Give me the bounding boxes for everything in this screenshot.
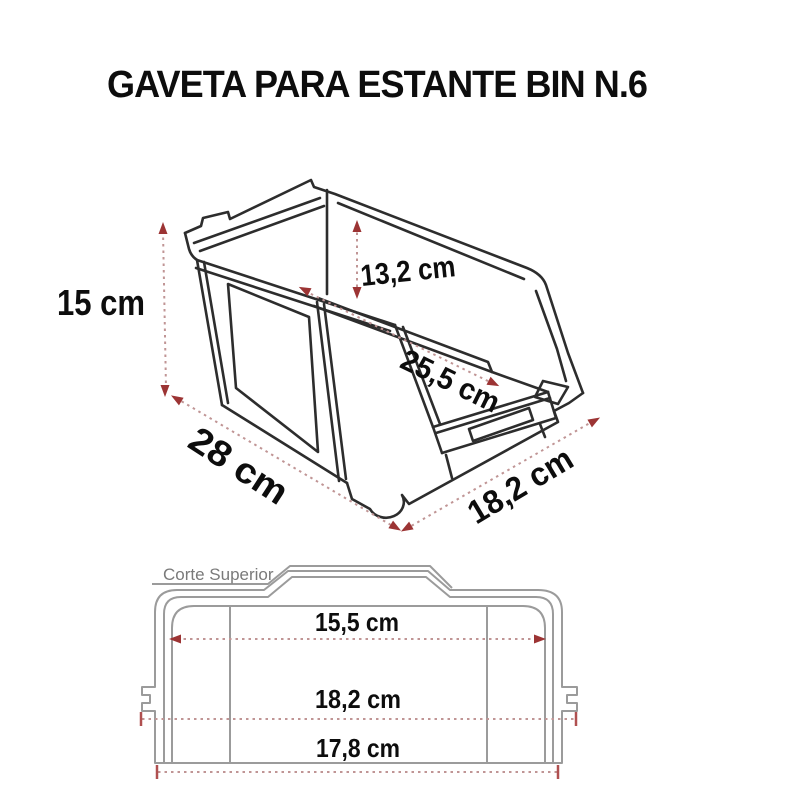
dim-label-base-width: 17,8 cm xyxy=(316,733,400,763)
arrow-15-top xyxy=(159,222,168,234)
dim-line-height-15 xyxy=(163,231,166,388)
arrow-132-top xyxy=(353,220,362,232)
dim-label-opening-depth: 25,5 cm xyxy=(395,343,509,422)
arrow-132-bottom xyxy=(353,287,362,299)
arrow-15-bottom xyxy=(161,385,170,397)
bin-back-corner-post xyxy=(197,260,222,405)
arrow-182-start xyxy=(399,522,414,536)
arrow-28-start xyxy=(169,392,184,406)
bin-inner-rim-back-2 xyxy=(200,206,324,251)
dim-label-height: 15 cm xyxy=(57,282,145,323)
bin-rim-endcap xyxy=(185,233,197,260)
arrow-28-end xyxy=(388,521,403,535)
arrow-155-left xyxy=(169,635,181,644)
dim-label-inner-width: 15,5 cm xyxy=(315,607,399,637)
dim-label-opening-height: 13,2 cm xyxy=(359,248,472,293)
arrow-182-end xyxy=(587,414,602,428)
bin-lip-bottom xyxy=(442,418,556,453)
dim-label-width: 18,2 cm xyxy=(460,436,584,531)
section-caption: Corte Superior xyxy=(163,565,274,584)
bin-left-wall-panel xyxy=(228,284,318,452)
page-title: GAVETA PARA ESTANTE BIN N.6 xyxy=(107,64,647,106)
bin-back-corner-post-2 xyxy=(204,262,228,403)
dim-label-length: 28 cm xyxy=(181,418,290,509)
bin-lip-support-left xyxy=(446,455,452,478)
dim-label-total-width: 18,2 cm xyxy=(315,684,401,714)
